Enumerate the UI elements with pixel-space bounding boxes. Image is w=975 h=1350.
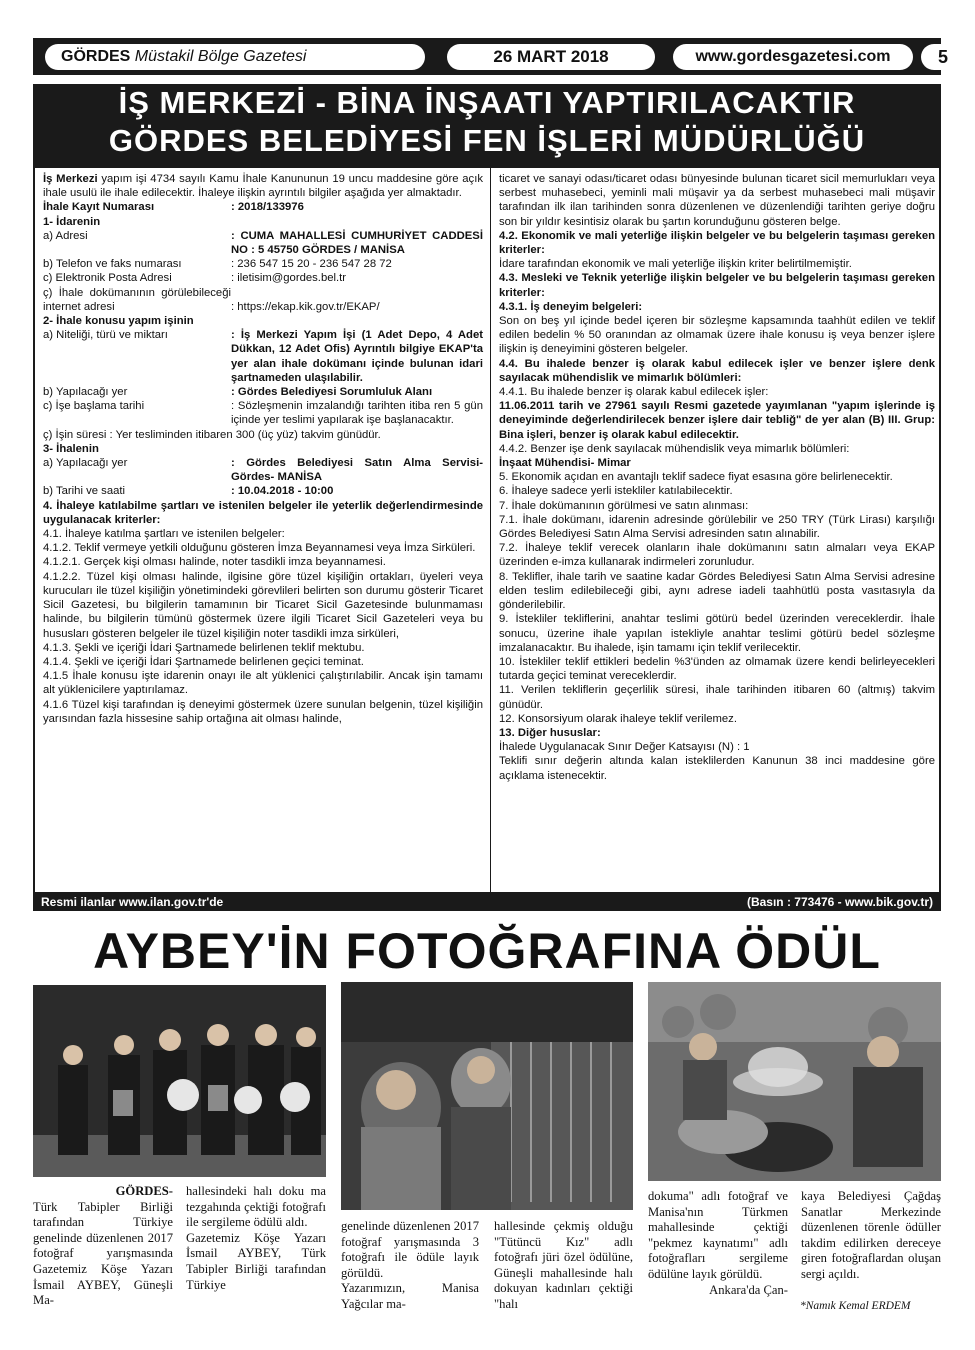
mail-value[interactable]: : iletisim@gordes.bel.tr xyxy=(231,272,347,285)
weaving-photo-image xyxy=(341,982,633,1210)
sure-row: ç) İşin süresi : Yer tesliminden itibaren 300 (üç yüz) takvim günüdür. xyxy=(43,428,381,441)
news-column-5 xyxy=(648,1189,788,1298)
kayit-value: : 2018/133976 xyxy=(231,201,304,214)
ilan-headline xyxy=(33,84,941,166)
newspaper-title: GÖRDES xyxy=(61,48,131,65)
para-4-1: 4.1. İhaleye katılma şartları ve istenilen belgeler: xyxy=(43,528,285,541)
news-column-4-text: hallesinde çekmiş olduğu "Tütüncü Kız" adlı fotoğrafı jüri özel ödülüne, Güneşli mahallesinde halı dokuyan kadınları çektiği "halı xyxy=(494,1219,633,1311)
para-4-4-2: 4.4.2. Benzer işe denk sayılacak mühendislik veya mimarlık bölümleri: xyxy=(499,442,850,455)
para-13: 13. Diğer hususlar: xyxy=(499,726,601,739)
ihale-yer-key: a) Yapılacağı yer xyxy=(43,457,128,470)
para-4-2: 4.2. Ekonomik ve mali yeterliğe ilişkin belgeler ve bu belgelerin taşıması gereken kriterler: xyxy=(499,229,935,257)
tarih-key: b) Tarihi ve saati xyxy=(43,485,126,498)
news-column-2 xyxy=(186,1184,326,1293)
tarih-value: : 10.04.2018 - 10:00 xyxy=(231,485,334,498)
intro-text: yapım işi 4734 sayılı Kamu İhale Kanununun 19 uncu maddesine göre açık ihale usulü ile ihale edilecektir. İhaleye ilişkin ayrıntılı bilgiler aşağıda yer almaktadır. xyxy=(43,173,483,200)
news-column-2-text-b: Gazetemiz Köşe Yazarı İsmail AYBEY, Türk Tabipler Birliği tarafından Türkiye xyxy=(186,1230,326,1292)
yer-value: : Gördes Belediyesi Sorumluluk Alanı xyxy=(231,386,433,399)
para-8: 8. Teklifler, ihale tarih ve saatine kadar Gördes Belediyesi Satın Alma Servisi adresine elden teslim edilebileceği gibi, aynı adrese iadeli taahhütlü posta vasıtasıyla da gönderilebilir. xyxy=(499,570,935,612)
baslama-value: : Sözleşmenin imzalandığı tarihten itiba ren 5 gün içinde yer teslimi yapılarak işe başlanacaktır. xyxy=(231,400,483,427)
pekmez-photo-image xyxy=(648,982,941,1181)
news-column-4 xyxy=(494,1219,633,1313)
ilan-footer xyxy=(33,893,941,911)
para-13-b: Teklifi sınır değerin altında kalan isteklilerden Kanunun 38 inci maddesine göre açıklama istenecektir. xyxy=(499,755,935,782)
ihale-yer-value: : Gördes Belediyesi Satın Alma Servisi- Gördes- MANİSA xyxy=(231,457,483,484)
baslama-row xyxy=(43,399,483,427)
para-4-2-text: İdare tarafından ekonomik ve mali yeterliğe ilişkin kriter belirtilmemiştir. xyxy=(499,258,852,271)
mail-key: c) Elektronik Posta Adresi xyxy=(43,272,172,285)
masthead xyxy=(33,38,948,75)
tel-key: b) Telefon ve faks numarası xyxy=(43,258,182,271)
kayit-row xyxy=(43,200,483,214)
ihale-yer-row xyxy=(43,456,483,484)
news-column-1 xyxy=(33,1184,173,1309)
news-column-1-text: Türk Tabipler Birliği tarafından Türkiye genelinde düzenlenen 2017 fotoğraf yarışmasında Gazetemiz Köşe Yazarı İsmail AYBEY, Güneşli Ma- xyxy=(33,1199,173,1308)
para-4-1-5: 4.1.5 İhale konusu işte idarenin onayı ile alt yüklenici çalıştırılabilir. Ancak işin tamamı alt yüklenicilere yaptırılamaz. xyxy=(43,670,483,697)
issue-date: 26 MART 2018 xyxy=(447,44,655,70)
yer-row xyxy=(43,385,483,399)
ilan-box xyxy=(33,166,941,894)
para-4-1-6: 4.1.6 Tüzel kişi tarafından iş deneyimi göstermek üzere sunulan belgenin, tüzel kişiliğin yarısından fazla hissesine sahip ortağına ait olması halinde, xyxy=(43,698,483,725)
adres-key: a) Adresi xyxy=(43,229,88,242)
para-4-1-2-1: 4.1.2.1. Gerçek kişi olması halinde, noter tasdikli imza beyannamesi. xyxy=(43,556,386,569)
web-value[interactable]: : https://ekap.kik.gov.tr/EKAP/ xyxy=(231,300,380,313)
newspaper-subtitle: Müstakil Bölge Gazetesi xyxy=(134,48,307,65)
news-byline: *Namık Kemal ERDEM xyxy=(800,1300,911,1312)
weaving-photo xyxy=(341,982,633,1210)
pekmez-photo xyxy=(648,982,941,1181)
para-5: 5. Ekonomik açıdan en avantajlı teklif sadece fiyat esasına göre belirlenecektir. xyxy=(499,471,893,484)
tel-value: : 236 547 15 20 - 236 547 28 72 xyxy=(231,258,392,271)
page-number: 5 xyxy=(921,44,965,70)
ilan-intro xyxy=(43,172,483,200)
para-7: 7. İhale dokümanının görülmesi ve satın alınması: xyxy=(499,499,749,512)
para-4-4: 4.4. Bu ihalede benzer iş olarak kabul edilecek işler ve benzer işlere denk sayılacak mühendislik ve mimarlık bölümleri: xyxy=(499,357,935,384)
para-4-3-1-text: Son on beş yıl içinde bedel içeren bir sözleşme kapsamında taahhüt edilen ve teklif edilen bedelin % 50 oranından az olmamak üzere ihale konusu iş veya benzer işlere ilişkin iş deneyimini gösteren belgeler. xyxy=(499,315,935,356)
nitelik-row xyxy=(43,328,483,385)
web-row xyxy=(43,286,483,314)
para-4-3-1: 4.3.1. İş deneyim belgeleri: xyxy=(499,300,643,313)
ilan-footer-right: (Basın : 773476 - www.bik.gov.tr) xyxy=(746,895,933,909)
adres-value: : CUMA MAHALLESİ CUMHURİYET CADDESİ NO : 5 45750 GÖRDES / MANİSA xyxy=(231,229,483,257)
para-4-1-2-2: 4.1.2.2. Tüzel kişi olması halinde, ilgisine göre tüzel kişiliğin ortakları, üyeleri veya kurucuları ile tüzel kişiliğin yönetimindeki görevlileri belirten son durumu gösterir Ticaret Sicil Gazetesi, bu bilgilerin tamamının bir Ticaret Sicil Gazetesinde bulunmaması halinde, bu bilgilerin tümünü göstermek üzere ilgili Ticaret Sicil Gazeteleri veya bu hususları gösteren belgeler ile tüzel kişiliğin noter tasdikli imza sirküleri, xyxy=(43,570,483,640)
headline-line-2: GÖRDES BELEDİYESİ FEN İŞLERİ MÜDÜRLÜĞÜ xyxy=(108,123,866,158)
yer-key: b) Yapılacağı yer xyxy=(43,386,128,399)
news-headline: AYBEY'İN FOTOĞRAFINA ÖDÜL xyxy=(93,923,881,979)
column-divider xyxy=(490,168,491,892)
section-1: 1- İdarenin xyxy=(43,215,101,228)
para-12: 12. Konsorsiyum olarak ihaleye teklif verilemez. xyxy=(499,712,737,725)
news-column-3-text-b: Yazarımızın, Manisa Yağcılar ma- xyxy=(341,1281,479,1311)
nitelik-key: a) Niteliği, türü ve miktarı xyxy=(43,329,168,342)
website-url[interactable]: www.gordesgazetesi.com xyxy=(673,44,913,70)
adres-row xyxy=(43,229,483,257)
para-10: 10. İstekliler teklif ettikleri bedelin %3'ünden az olmamak üzere kendi belirleyecekleri tutarda geçici teminat vereceklerdir. xyxy=(499,655,935,683)
news-column-6 xyxy=(801,1189,941,1283)
ilan-footer-left: Resmi ilanlar www.ilan.gov.tr'de xyxy=(41,895,224,909)
para-13-a: İhalede Uygulanacak Sınır Değer Katsayısı (N) : 1 xyxy=(499,741,750,754)
para-7-2: 7.2. İhaleye teklif verecek olanların ihale dokümanını satın almaları veya EKAP üzerinden e-imza kullanarak indirmeleri zorunludur. xyxy=(499,542,935,569)
para-4-4-1: 4.4.1. Bu ihalede benzer iş olarak kabul edilecek işler: xyxy=(499,386,769,399)
para-4-1-4: 4.1.4. Şekli ve içeriği İdari Şartnamede belirlenen geçici teminat. xyxy=(43,655,364,668)
para-4-3: 4.3. Mesleki ve Teknik yeterliğe ilişkin belgeler ve bu belgelerin taşıması gereken kriterler: xyxy=(499,272,935,299)
section-2: 2- İhale konusu yapım işinin xyxy=(43,315,194,328)
para-9: 9. İstekliler tekliflerini, anahtar teslimi götürü bedel üzerinden vereceklerdir. İhale sonucu, üzerine ihale yapılan istekliyle anahtar teslimi götürü bedel sözleşme imzalanacaktır. Bu ihalede, işin tamamı için teklif verilecektir. xyxy=(499,613,935,654)
tel-row xyxy=(43,257,483,271)
para-4-4-2-text: İnşaat Mühendisi- Mimar xyxy=(499,457,631,470)
news-column-3 xyxy=(341,1219,479,1313)
mail-row xyxy=(43,271,483,285)
news-column-3-text: genelinde düzenlenen 2017 fotoğraf yarışmasında 3 fotoğrafı ile ödüle layık görüldü. xyxy=(341,1219,479,1280)
para-4-1-2: 4.1.2. Teklif vermeye yetkili olduğunu gösteren İmza Beyannamesi veya İmza Sirküleri. xyxy=(43,542,476,555)
para-6: 6. İhaleye sadece yerli istekliler katılabilecektir. xyxy=(499,485,733,498)
para-11: 11. Verilen tekliflerin geçerlilik süresi, ihale tarihinden itibaren 60 (altmış) takvim günüdür. xyxy=(499,684,935,711)
ceremony-photo-image xyxy=(33,985,326,1177)
para-7-1: 7.1. İhale dokümanı, idarenin adresinde görülebilir ve 250 TRY (Türk Lirası) karşılığı Gördes Belediyesi Satın Alma Servisi adresinden satın alınabilir. xyxy=(499,513,935,541)
section-4: 4. İhaleye katılabilme şartları ve istenilen belgeler ile yeterlik değerlendirmesinde uygulanacak kriterler: xyxy=(43,499,483,526)
para-4-1-3: 4.1.3. Şekli ve içeriği İdari Şartnamede belirlenen teklif mektubu. xyxy=(43,641,365,654)
intro-bold: İş Merkezi xyxy=(43,173,98,185)
news-column-6-text: kaya Belediyesi Çağdaş Sanatlar Merkezinde düzenlenen törenle ödüller takdim edilirken dereceye giren fotoğraflardan oluşan sergi açıldı. xyxy=(801,1189,941,1281)
news-column-2-text: hallesindeki halı doku ma tezgahında çektiği fotoğrafı ile sergileme ödülü aldı. xyxy=(186,1184,326,1230)
news-column-5-text-b: Ankara'da Çan- xyxy=(709,1282,788,1297)
ilan-left-column xyxy=(43,172,483,726)
para-4-4-1-text: 11.06.2011 tarih ve 27961 sayılı Resmi gazetede yayımlanan "yapım işlerinde iş deneyiminde değerlendirilecek benzer işlere dair tebliğ" de yer alan (B) III. Grup: Bina işleri, benzer iş olarak kabul edilecektir. xyxy=(499,400,935,441)
web-key: ç) İhale dokümanının görülebileceği internet adresi xyxy=(43,286,231,313)
news-dateline: GÖRDES- xyxy=(115,1184,173,1198)
baslama-key: c) İşe başlama tarihi xyxy=(43,400,145,413)
nitelik-value: : İş Merkezi Yapım İşi (1 Adet Depo, 4 Adet Dükkan, 12 Adet Ofis) Ayrıntılı bilgiye EKAP'ta yer alan ihale dokümanı içinde bulunan idari şartnameden ulaşılabilir. xyxy=(231,329,483,384)
tarih-row xyxy=(43,484,483,498)
news-column-5-text: dokuma" adlı fotoğraf ve Manisa'nın Türkmen mahallesinde çektiği "pekmez kaynatımı" adlı fotoğrafları sergileme ödülüne layık görüldü. xyxy=(648,1189,788,1281)
headline-line-1: İŞ MERKEZİ - BİNA İNŞAATI YAPTIRILACAKTIR xyxy=(118,85,856,120)
kayit-key: İhale Kayıt Numarası xyxy=(43,201,155,214)
newspaper-name xyxy=(45,44,425,70)
ceremony-photo xyxy=(33,985,326,1177)
section-3: 3- İhalenin xyxy=(43,442,99,455)
ilan-right-column xyxy=(499,172,935,783)
para-cont: ticaret ve sanayi odası/ticaret odası bünyesinde bulunan ticaret sicil memurlukları veya serbest muhasebeci, yeminli mali müşavir ya da serbest muhasebeci mali müşavir tarafından ilk ilan tarihinden sonra düzenlenen ve düzenlendiği tarihten geriye doğru son bir yıldır kesintisiz olarak bu şartın korunduğunu gösteren belge. xyxy=(499,173,935,228)
